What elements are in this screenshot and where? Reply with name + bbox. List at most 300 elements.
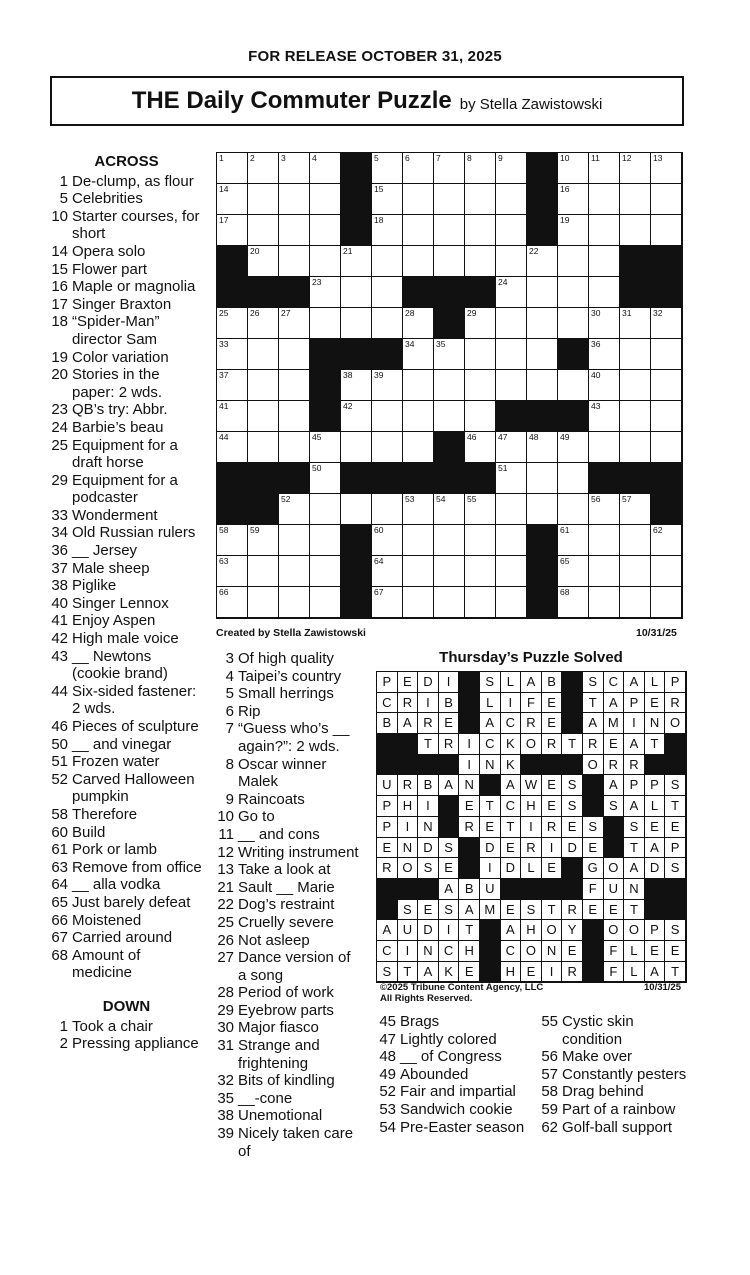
grid-cell [620,432,651,463]
solved-letter: E [459,796,480,817]
clue [210,720,360,755]
clue-text: Make over [562,1048,633,1066]
clue-number: 26 [217,931,234,949]
solved-letter: T [583,693,604,714]
solved-letter: A [459,900,480,921]
cell-number: 29 [467,308,477,318]
grid-cell [279,494,310,525]
puzzle-grid [216,152,683,619]
grid-cell [651,339,682,370]
black-square [496,401,527,432]
across-list [50,173,203,982]
clue-number: 31 [217,1037,234,1055]
cell-number: 28 [405,308,415,318]
solved-letter: E [645,817,666,838]
grid-cell [589,556,620,587]
cell-number: 37 [219,370,229,380]
cell-number: 60 [374,525,384,535]
solved-black-square [604,838,625,859]
grid-cell [248,308,279,339]
solved-letter: N [542,941,563,962]
clue-text: Taipei’s country [238,667,342,685]
clue-text: Old Russian rulers [72,524,196,542]
clue-text: Color variation [72,348,169,366]
solved-letter: T [624,900,645,921]
solved-letter: R [377,858,398,879]
grid-cell [217,308,248,339]
solved-letter: S [521,900,542,921]
solved-black-square [398,734,419,755]
grid-cell [279,153,310,184]
clue [50,736,203,754]
grid-cell [434,339,465,370]
grid-cell [620,401,651,432]
cell-number: 68 [560,587,570,597]
black-square [558,339,589,370]
grid-date: 10/31/25 [636,627,677,639]
grid-cell [589,277,620,308]
solved-black-square [562,858,583,879]
solved-letter: P [624,775,645,796]
grid-cell [310,277,341,308]
grid-cell [620,184,651,215]
grid-cell [217,525,248,556]
clue [50,507,203,525]
solved-letter: H [501,962,522,983]
solved-letter: K [439,962,460,983]
cell-number: 17 [219,215,229,225]
clue-text: Celebrities [72,190,143,208]
grid-cell [310,463,341,494]
black-square [279,277,310,308]
grid-credit: Created by Stella Zawistowski [216,627,366,639]
solved-black-square [521,879,542,900]
grid-cell [558,432,589,463]
grid-cell [496,494,527,525]
clue-number: 25 [217,913,234,931]
solved-letter: O [665,713,686,734]
solved-letter: I [501,693,522,714]
clue-number: 9 [225,790,234,808]
clue-number: 18 [51,313,68,331]
cell-number: 39 [374,370,384,380]
clue [50,612,203,630]
solved-black-square [480,962,501,983]
clue [50,296,203,314]
grid-cell [341,432,372,463]
clue-number: 13 [217,861,234,879]
clue-text: Sault __ Marie [238,878,335,896]
solved-letter: D [418,838,439,859]
clue [210,896,360,914]
solved-letter: E [459,962,480,983]
clue-number: 45 [379,1013,396,1030]
clue [210,1002,360,1020]
clue [50,472,203,507]
solved-black-square [542,755,563,776]
solved-letter: R [398,775,419,796]
cell-number: 5 [374,153,379,163]
grid-cell [527,246,558,277]
grid-cell [372,556,403,587]
grid-cell [310,215,341,246]
cell-number: 40 [591,370,601,380]
black-square [217,277,248,308]
solved-letter: T [645,734,666,755]
clue-text: __-cone [238,1089,293,1107]
clue [210,1107,360,1125]
clue-text: Rip [238,702,261,720]
grid-cell [279,339,310,370]
solved-letter: L [645,672,666,693]
grid-cell [372,370,403,401]
clue-number: 49 [379,1065,396,1083]
solved-date: 10/31/25 [644,982,681,993]
clue [210,1019,360,1037]
cell-number: 34 [405,339,415,349]
clue-text: Equipment for a podcaster [72,471,178,507]
clue-number: 65 [51,893,68,911]
clue-text: Took a chair [72,1017,153,1035]
clue-number: 38 [217,1107,234,1125]
solved-black-square [583,796,604,817]
clue-number: 21 [217,878,234,896]
grid-cell [403,556,434,587]
clue [538,1066,688,1084]
solved-letter: E [583,838,604,859]
down-list-2 [210,650,360,1160]
cell-number: 61 [560,525,570,535]
clue-text: Drag behind [562,1083,644,1101]
clue [50,577,203,595]
solved-letter: I [459,734,480,755]
copyright-line-2: All Rights Reserved. [380,993,473,1004]
clue-number: 51 [51,753,68,771]
clue-text: Lightly colored [400,1030,497,1048]
solved-letter: S [377,962,398,983]
grid-cell [465,308,496,339]
clue-text: Singer Lennox [72,594,169,612]
solved-letter: A [645,962,666,983]
grid-cell [651,525,682,556]
solved-letter: F [604,941,625,962]
solved-letter: K [501,755,522,776]
grid-cell [558,556,589,587]
clue-number: 29 [217,1001,234,1019]
clue [50,366,203,401]
solved-black-square [377,755,398,776]
clue-number: 57 [541,1065,558,1083]
clue-number: 1 [59,172,68,190]
solved-black-square [439,817,460,838]
clue [210,1090,360,1108]
grid-cell [372,525,403,556]
black-square [341,184,372,215]
grid-cell [341,494,372,525]
grid-cell [527,432,558,463]
clue-text: Flower part [72,260,148,278]
clue [50,524,203,542]
grid-cell [434,401,465,432]
solved-letter: E [645,693,666,714]
cell-number: 50 [312,463,322,473]
solved-letter: A [624,734,645,755]
clue-number: 67 [51,929,68,947]
black-square [434,463,465,494]
solved-letter: P [645,920,666,941]
clue-text: Take a look at [238,861,331,879]
solved-letter: L [501,672,522,693]
clue [50,630,203,648]
solved-letter: I [542,838,563,859]
cell-number: 31 [622,308,632,318]
solved-letter: R [562,962,583,983]
grid-cell [310,308,341,339]
cell-number: 65 [560,556,570,566]
clue-number: 35 [217,1089,234,1107]
clue-number: 40 [51,594,68,612]
solved-letter: S [562,775,583,796]
clue-number: 68 [51,946,68,964]
clue [50,1035,203,1053]
solved-letter: I [418,693,439,714]
cell-number: 49 [560,432,570,442]
grid-cell [372,401,403,432]
black-square [527,525,558,556]
grid-cell [434,184,465,215]
grid-cell [527,277,558,308]
clue-text: Therefore [72,805,138,823]
black-square [310,401,341,432]
clue [376,1101,536,1119]
solved-black-square [645,755,666,776]
grid-cell [465,339,496,370]
solved-letter: A [480,713,501,734]
clue-text: Stories in the paper: 2 wds. [72,366,163,401]
solved-letter: E [542,713,563,734]
solved-black-square [645,900,666,921]
solved-letter: M [604,713,625,734]
copyright [380,982,580,1004]
solved-letter: F [583,879,604,900]
black-square [341,556,372,587]
solved-letter: F [604,962,625,983]
solved-letter: E [562,817,583,838]
grid-cell [434,556,465,587]
grid-cell [310,556,341,587]
clue-number: 50 [51,735,68,753]
solved-letter: D [562,838,583,859]
solved-black-square [562,879,583,900]
grid-cell [558,153,589,184]
across-heading: ACROSS [94,153,159,170]
solved-black-square [583,920,604,941]
clue [50,278,203,296]
grid-cell [248,401,279,432]
clue-number: 36 [51,542,68,560]
black-square [279,463,310,494]
cell-number: 32 [653,308,663,318]
clue-number: 7 [225,720,234,738]
clue-text: Cruelly severe [238,913,334,931]
solved-letter: C [377,941,398,962]
solved-letter: C [439,941,460,962]
solved-letter: R [624,755,645,776]
cell-number: 42 [343,401,353,411]
black-square [651,246,682,277]
clue-number: 43 [51,647,68,665]
solved-letter: E [665,817,686,838]
black-square [341,339,372,370]
clue [50,912,203,930]
grid-cell [589,401,620,432]
cell-number: 26 [250,308,260,318]
clue-number: 44 [51,682,68,700]
grid-cell [465,153,496,184]
solved-letter: N [480,755,501,776]
solved-letter: I [398,817,419,838]
black-square [465,277,496,308]
grid-cell [403,339,434,370]
grid-cell [527,370,558,401]
cell-number: 30 [591,308,601,318]
clue-number: 11 [218,825,234,843]
clue-text: Eyebrow parts [238,1001,334,1019]
cell-number: 35 [436,339,446,349]
clue-number: 58 [541,1083,558,1101]
grid-cell [217,339,248,370]
solved-letter: L [521,858,542,879]
grid-cell [589,308,620,339]
grid-cell [217,184,248,215]
black-square [217,494,248,525]
clue [50,753,203,771]
solved-letter: A [624,796,645,817]
grid-cell [248,525,279,556]
clue-text: Nicely taken care of [238,1125,354,1160]
clue [376,1083,536,1101]
black-square [620,246,651,277]
solved-letter: S [665,920,686,941]
clue [210,650,360,668]
byline: by Stella Zawistowski [459,95,603,113]
solved-letter: A [645,838,666,859]
solved-letter: U [398,920,419,941]
solved-letter: G [583,858,604,879]
grid-cell [620,308,651,339]
clue-number: 28 [217,984,234,1002]
grid-cell [341,308,372,339]
solved-letter: P [377,672,398,693]
solved-black-square [459,858,480,879]
solved-black-square [459,713,480,734]
grid-cell [403,215,434,246]
grid-cell [248,246,279,277]
clue [538,1101,688,1119]
cell-number: 46 [467,432,477,442]
black-square [589,463,620,494]
solved-letter: O [604,858,625,879]
clue [50,190,203,208]
cell-number: 20 [250,246,260,256]
grid-cell [403,370,434,401]
grid-cell [403,525,434,556]
clue [210,1072,360,1090]
clue-text: Equipment for a draft horse [72,436,178,472]
grid-cell [248,587,279,618]
clue-text: Barbie’s beau [72,418,164,436]
solved-letter: E [501,900,522,921]
clue [538,1013,688,1048]
grid-cell [465,215,496,246]
solved-black-square [665,879,686,900]
grid-cell [558,308,589,339]
clue [210,1037,360,1072]
release-date: FOR RELEASE OCTOBER 31, 2025 [248,48,502,65]
grid-cell [558,463,589,494]
grid-cell [403,494,434,525]
solved-black-square [665,755,686,776]
solved-letter: S [418,858,439,879]
grid-cell [434,494,465,525]
clue-number: 30 [217,1019,234,1037]
solved-black-square [583,775,604,796]
clue-number: 42 [51,630,68,648]
black-square [527,587,558,618]
cell-number: 8 [467,153,472,163]
solved-letter: E [439,858,460,879]
black-square [372,463,403,494]
grid-cell [372,308,403,339]
grid-cell [589,215,620,246]
solved-letter: S [439,900,460,921]
cell-number: 66 [219,587,229,597]
grid-cell [651,556,682,587]
solved-black-square [398,879,419,900]
clue [50,437,203,472]
black-square [372,339,403,370]
solved-letter: Y [562,920,583,941]
clue-text: __ and cons [238,825,320,843]
solved-letter: P [645,775,666,796]
solved-letter: R [542,817,563,838]
grid-cell [496,463,527,494]
clue-number: 4 [225,667,234,685]
grid-cell [496,339,527,370]
clue-number: 25 [51,436,68,454]
clue [538,1083,688,1101]
clue [210,1125,360,1160]
clue-number: 61 [51,841,68,859]
solved-letter: P [377,796,398,817]
grid-cell [248,339,279,370]
solved-letter: N [645,713,666,734]
black-square [527,153,558,184]
solved-black-square [604,817,625,838]
solved-letter: E [398,672,419,693]
black-square [248,494,279,525]
clue-text: Abounded [400,1065,469,1083]
clue [50,560,203,578]
grid-cell [341,401,372,432]
solved-letter: R [521,713,542,734]
grid-cell [248,432,279,463]
cell-number: 48 [529,432,539,442]
cell-number: 47 [498,432,508,442]
clue [50,261,203,279]
clue [50,349,203,367]
solved-letter: E [521,962,542,983]
